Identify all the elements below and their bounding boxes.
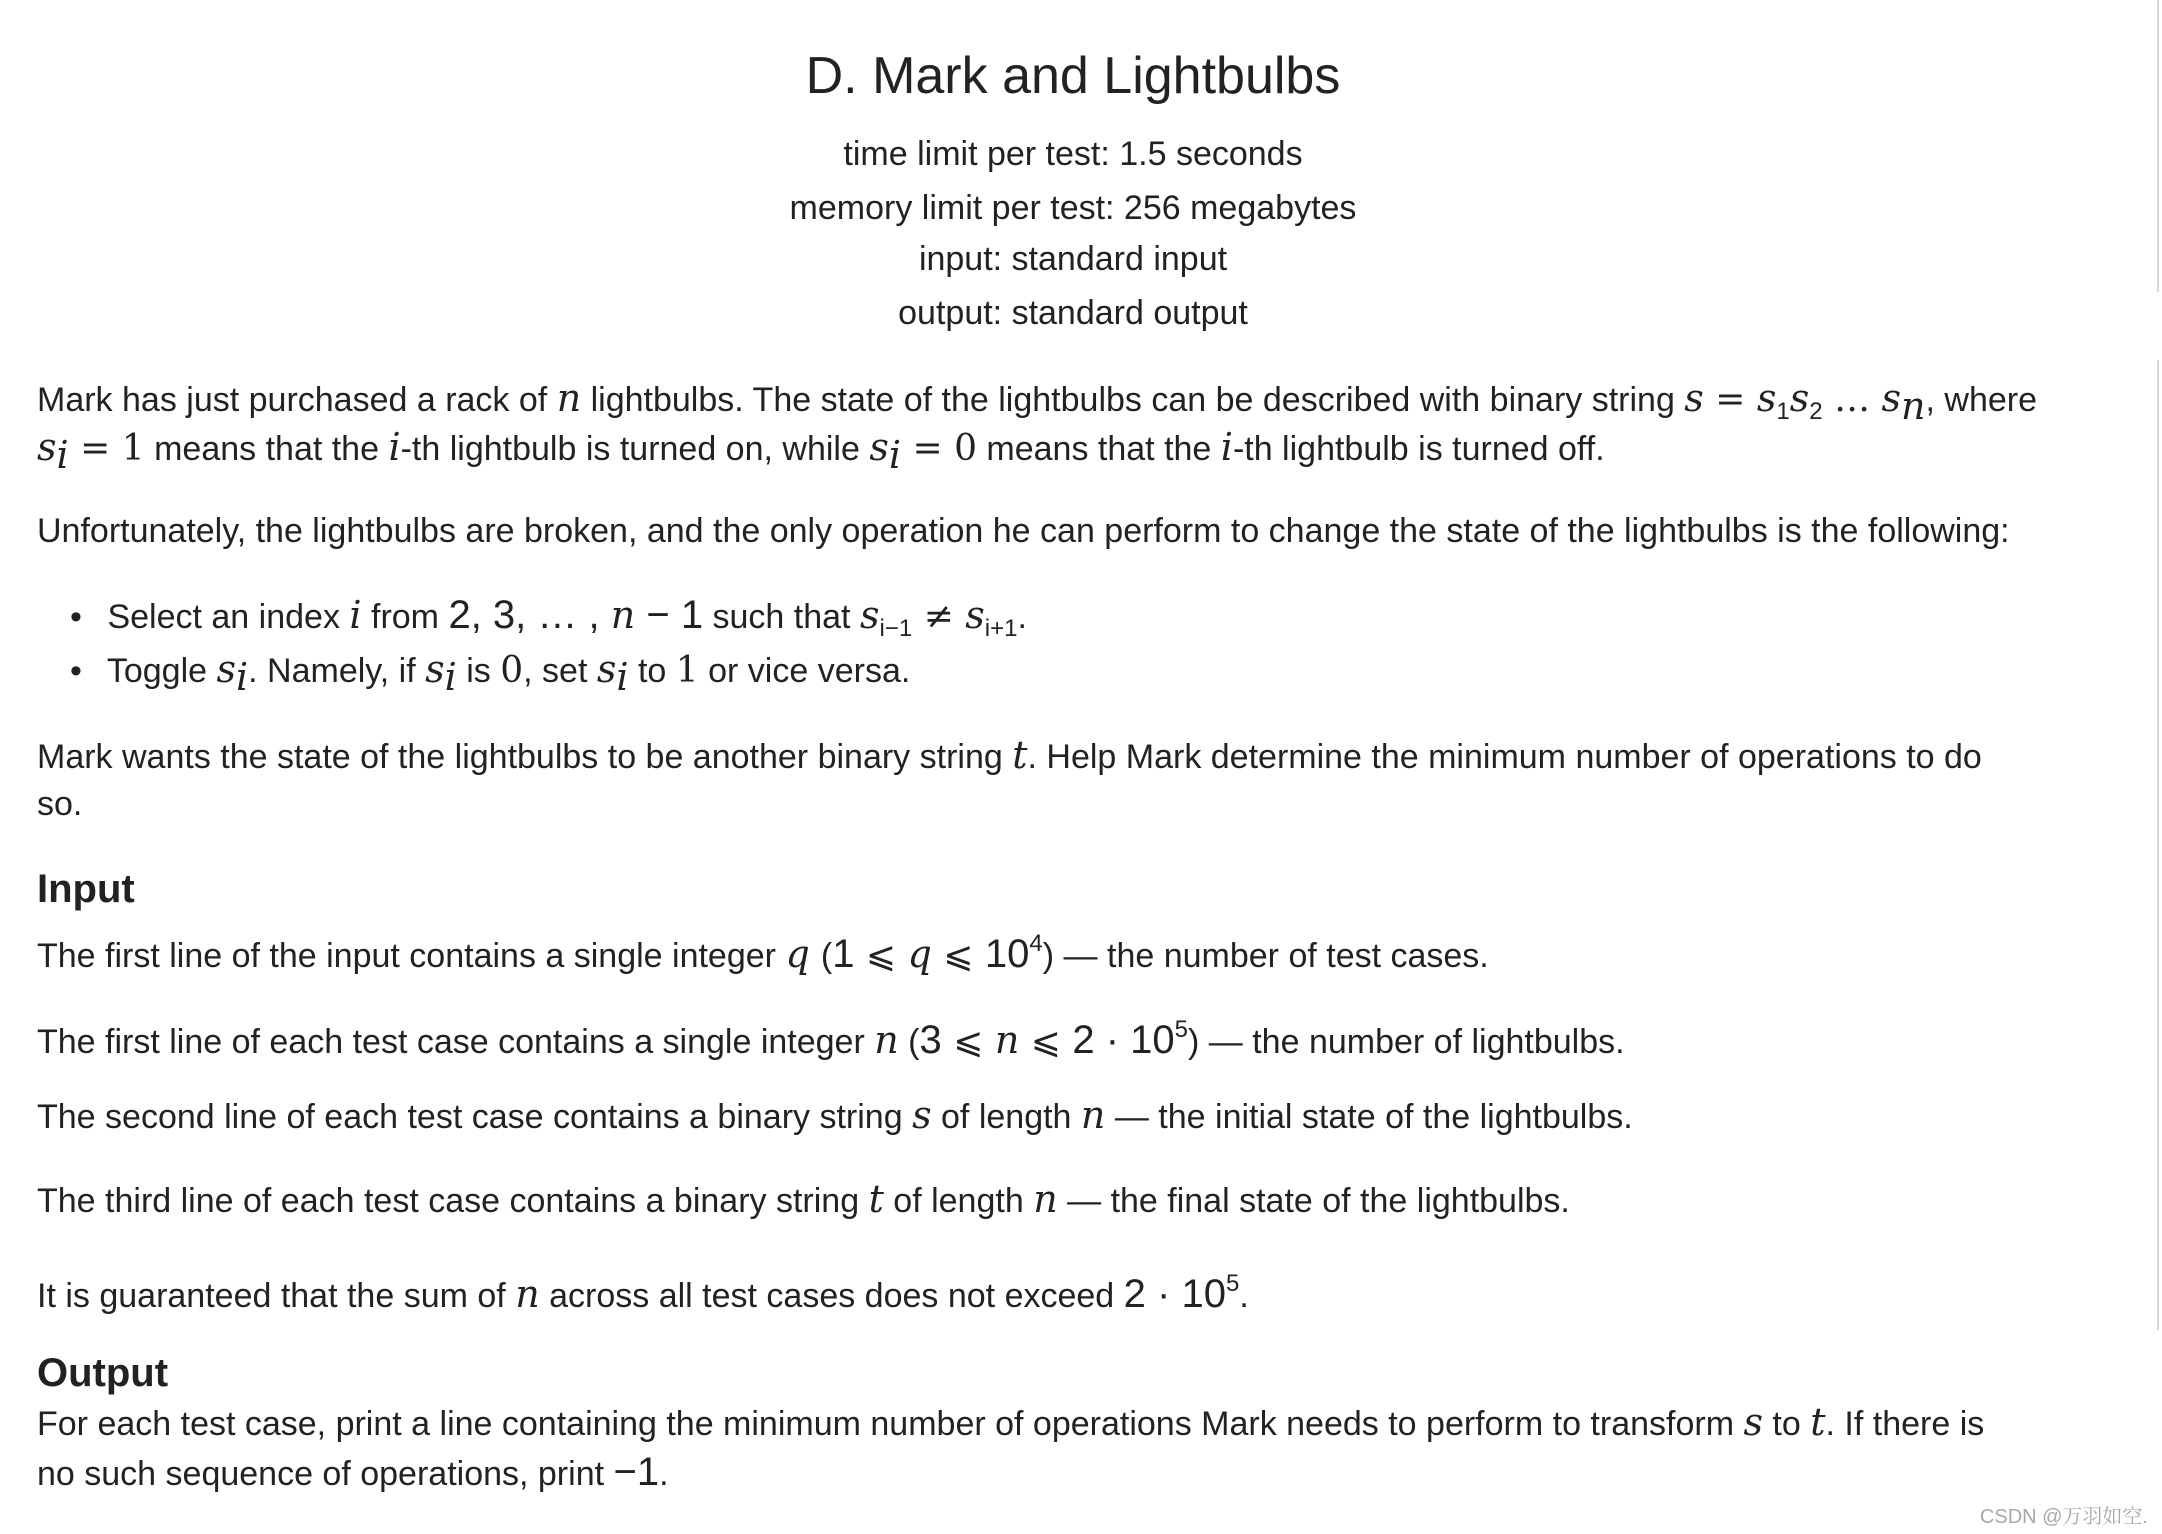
time-limit: time limit per test: 1.5 seconds (843, 135, 1303, 173)
math-s: s (1756, 376, 1777, 420)
statement-paragraph: Unfortunately, the lightbulbs are broken, and the only operation he can perform to change the state of the lightbulbs is the following: (37, 512, 2010, 550)
output-file: output: standard output (898, 294, 1248, 332)
memory-limit: memory limit per test: 256 megabytes (789, 189, 1357, 227)
statement-paragraph-line2: so. (37, 785, 83, 823)
math-exp: 4 (1029, 930, 1043, 957)
text: to (1762, 1405, 1811, 1443)
math-eq: = (68, 428, 122, 469)
text: from (361, 598, 449, 636)
text: Select an index (107, 598, 350, 636)
math-s: s (1743, 1400, 1763, 1444)
math-s: s (1881, 376, 1902, 420)
input-line (37, 923, 1489, 977)
math-zero: 0 (954, 428, 977, 469)
text: such that (703, 598, 860, 636)
paren: ( (820, 937, 833, 975)
text: — the final state of the lightbulbs. (1057, 1182, 1570, 1220)
math-n: n (874, 1018, 899, 1062)
math-ellipsis: … (1822, 379, 1882, 420)
math-sub: i+1 (984, 615, 1018, 642)
list-item: • Select an index i from 2, 3, … , n − 1 such that $s_{i-1} \ne s_{i+1}$. (70, 594, 1027, 650)
text: of length (883, 1182, 1034, 1220)
text: — the number of lightbulbs. (1199, 1023, 1625, 1061)
text: The second line of each test case contains a binary string (37, 1098, 913, 1136)
output-line (37, 1401, 1984, 1445)
text: Toggle (106, 652, 217, 690)
math-i: i (1220, 425, 1233, 469)
watermark: CSDN @万羽如空. (1979, 1506, 2148, 1528)
statement-paragraph (37, 734, 1982, 778)
math-eq: = (1703, 379, 1757, 420)
math-s: s (425, 647, 445, 691)
math-ten: 10 (1181, 1272, 1226, 1316)
math-q: q (785, 932, 810, 976)
text: The first line of each test case contains a single integer (37, 1023, 875, 1061)
math-sub: i (888, 433, 901, 477)
math-sub: i−1 (879, 615, 913, 642)
output-line (37, 1451, 669, 1495)
math-leq: ⩽ (854, 935, 908, 976)
text: — the number of test cases. (1054, 937, 1489, 975)
text: The first line of the input contains a single integer (37, 937, 786, 975)
text: . (659, 1455, 669, 1493)
math-n: n (515, 1272, 540, 1316)
math-range: 2, 3, … , (448, 593, 611, 637)
text: no such sequence of operations, print (37, 1455, 614, 1493)
text: to (628, 652, 676, 690)
math-q: q (907, 932, 932, 976)
math-n: n (610, 593, 636, 637)
math-two-dot: 2 · (1072, 1018, 1131, 1062)
math-leq: ⩽ (941, 1021, 995, 1062)
math-leq: ⩽ (1019, 1021, 1073, 1062)
math-sub: n (1901, 384, 1926, 428)
math-minus-one: − 1 (635, 593, 704, 637)
text: of length (931, 1098, 1081, 1136)
math-t: t (1012, 733, 1028, 777)
math-s: s (216, 647, 236, 691)
math-i: i (349, 593, 362, 637)
math-s: s (37, 425, 57, 469)
text: — the initial state of the lightbulbs. (1105, 1098, 1633, 1136)
math-s: s (965, 593, 985, 637)
text: It is guaranteed that the sum of (37, 1277, 516, 1315)
math-zero: 0 (500, 650, 524, 691)
math-neq: ≠ (912, 596, 966, 637)
text: . If there is (1825, 1405, 1985, 1443)
math-exp: 5 (1225, 1270, 1240, 1297)
math-s: s (1684, 376, 1704, 420)
math-one: 1 (675, 650, 699, 691)
math-n: n (556, 376, 582, 420)
math-two-dot: 2 · (1123, 1272, 1182, 1316)
output-heading: Output (37, 1351, 169, 1395)
input-line: It is guaranteed that the sum of n across all test cases does not exceed $2 \cdot 10^5$. (37, 1270, 1249, 1316)
text: -th lightbulb is turned on, while (400, 430, 870, 468)
text: , where (1925, 381, 2038, 419)
math-exp: 5 (1174, 1016, 1189, 1043)
right-border (2157, 360, 2159, 1330)
math-t: t (1810, 1400, 1826, 1444)
right-border (2157, 0, 2159, 292)
text: , set (523, 652, 597, 690)
math-neg-one: −1 (613, 1450, 660, 1494)
math-sub: 2 (1809, 398, 1823, 425)
text: The third line of each test case contains a binary string (37, 1182, 869, 1220)
text: is (456, 652, 501, 690)
math-sub: i (56, 433, 69, 477)
math-s: s (596, 647, 617, 691)
math-n: n (1080, 1093, 1106, 1137)
text: -th lightbulb is turned off. (1232, 430, 1605, 468)
input-line (37, 1009, 1625, 1063)
statement-paragraph (37, 377, 2037, 433)
text: or vice versa. (698, 652, 911, 690)
math-s: s (912, 1093, 932, 1137)
text: across all test cases does not exceed (539, 1277, 1124, 1315)
math-three: 3 (919, 1018, 942, 1062)
math-t: t (868, 1177, 884, 1221)
text: . Namely, if (248, 652, 426, 690)
math-sub: i (444, 655, 457, 699)
input-file: input: standard input (918, 240, 1228, 278)
text: For each test case, print a line containing the minimum number of operations Mark needs to perform to transform (37, 1405, 1744, 1443)
math-n: n (994, 1018, 1020, 1062)
statement-paragraph-line2 (37, 426, 1605, 476)
list-item (70, 648, 910, 698)
text: lightbulbs. The state of the lightbulbs can be described with binary string (581, 381, 1685, 419)
math-sub: i (236, 655, 249, 699)
math-s: s (869, 425, 889, 469)
math-eq: = (901, 428, 955, 469)
math-i: i (388, 425, 401, 469)
paren: ) (1188, 1023, 1200, 1061)
paren: ) (1042, 937, 1055, 975)
problem-title: D. Mark and Lightbulbs (805, 47, 1341, 105)
paren: ( (908, 1023, 920, 1061)
math-ten: 10 (984, 932, 1030, 976)
math-leq: ⩽ (931, 935, 985, 976)
input-line (37, 1178, 1570, 1222)
text: means that the (144, 430, 389, 468)
text: Mark wants the state of the lightbulbs to be another binary string (37, 738, 1013, 776)
math-s: s (859, 593, 880, 637)
math-sub: 1 (1776, 398, 1790, 425)
input-line (37, 1094, 1633, 1138)
math-n: n (1033, 1177, 1058, 1221)
math-s: s (1789, 376, 1810, 420)
math-one: 1 (832, 932, 855, 976)
math-one: 1 (121, 428, 145, 469)
text: Mark has just purchased a rack of (37, 381, 557, 419)
text: means that the (976, 430, 1221, 468)
math-sub: i (616, 655, 629, 699)
input-heading: Input (37, 867, 135, 911)
text: . Help Mark determine the minimum number of operations to do (1027, 738, 1982, 776)
math-ten: 10 (1130, 1018, 1175, 1062)
